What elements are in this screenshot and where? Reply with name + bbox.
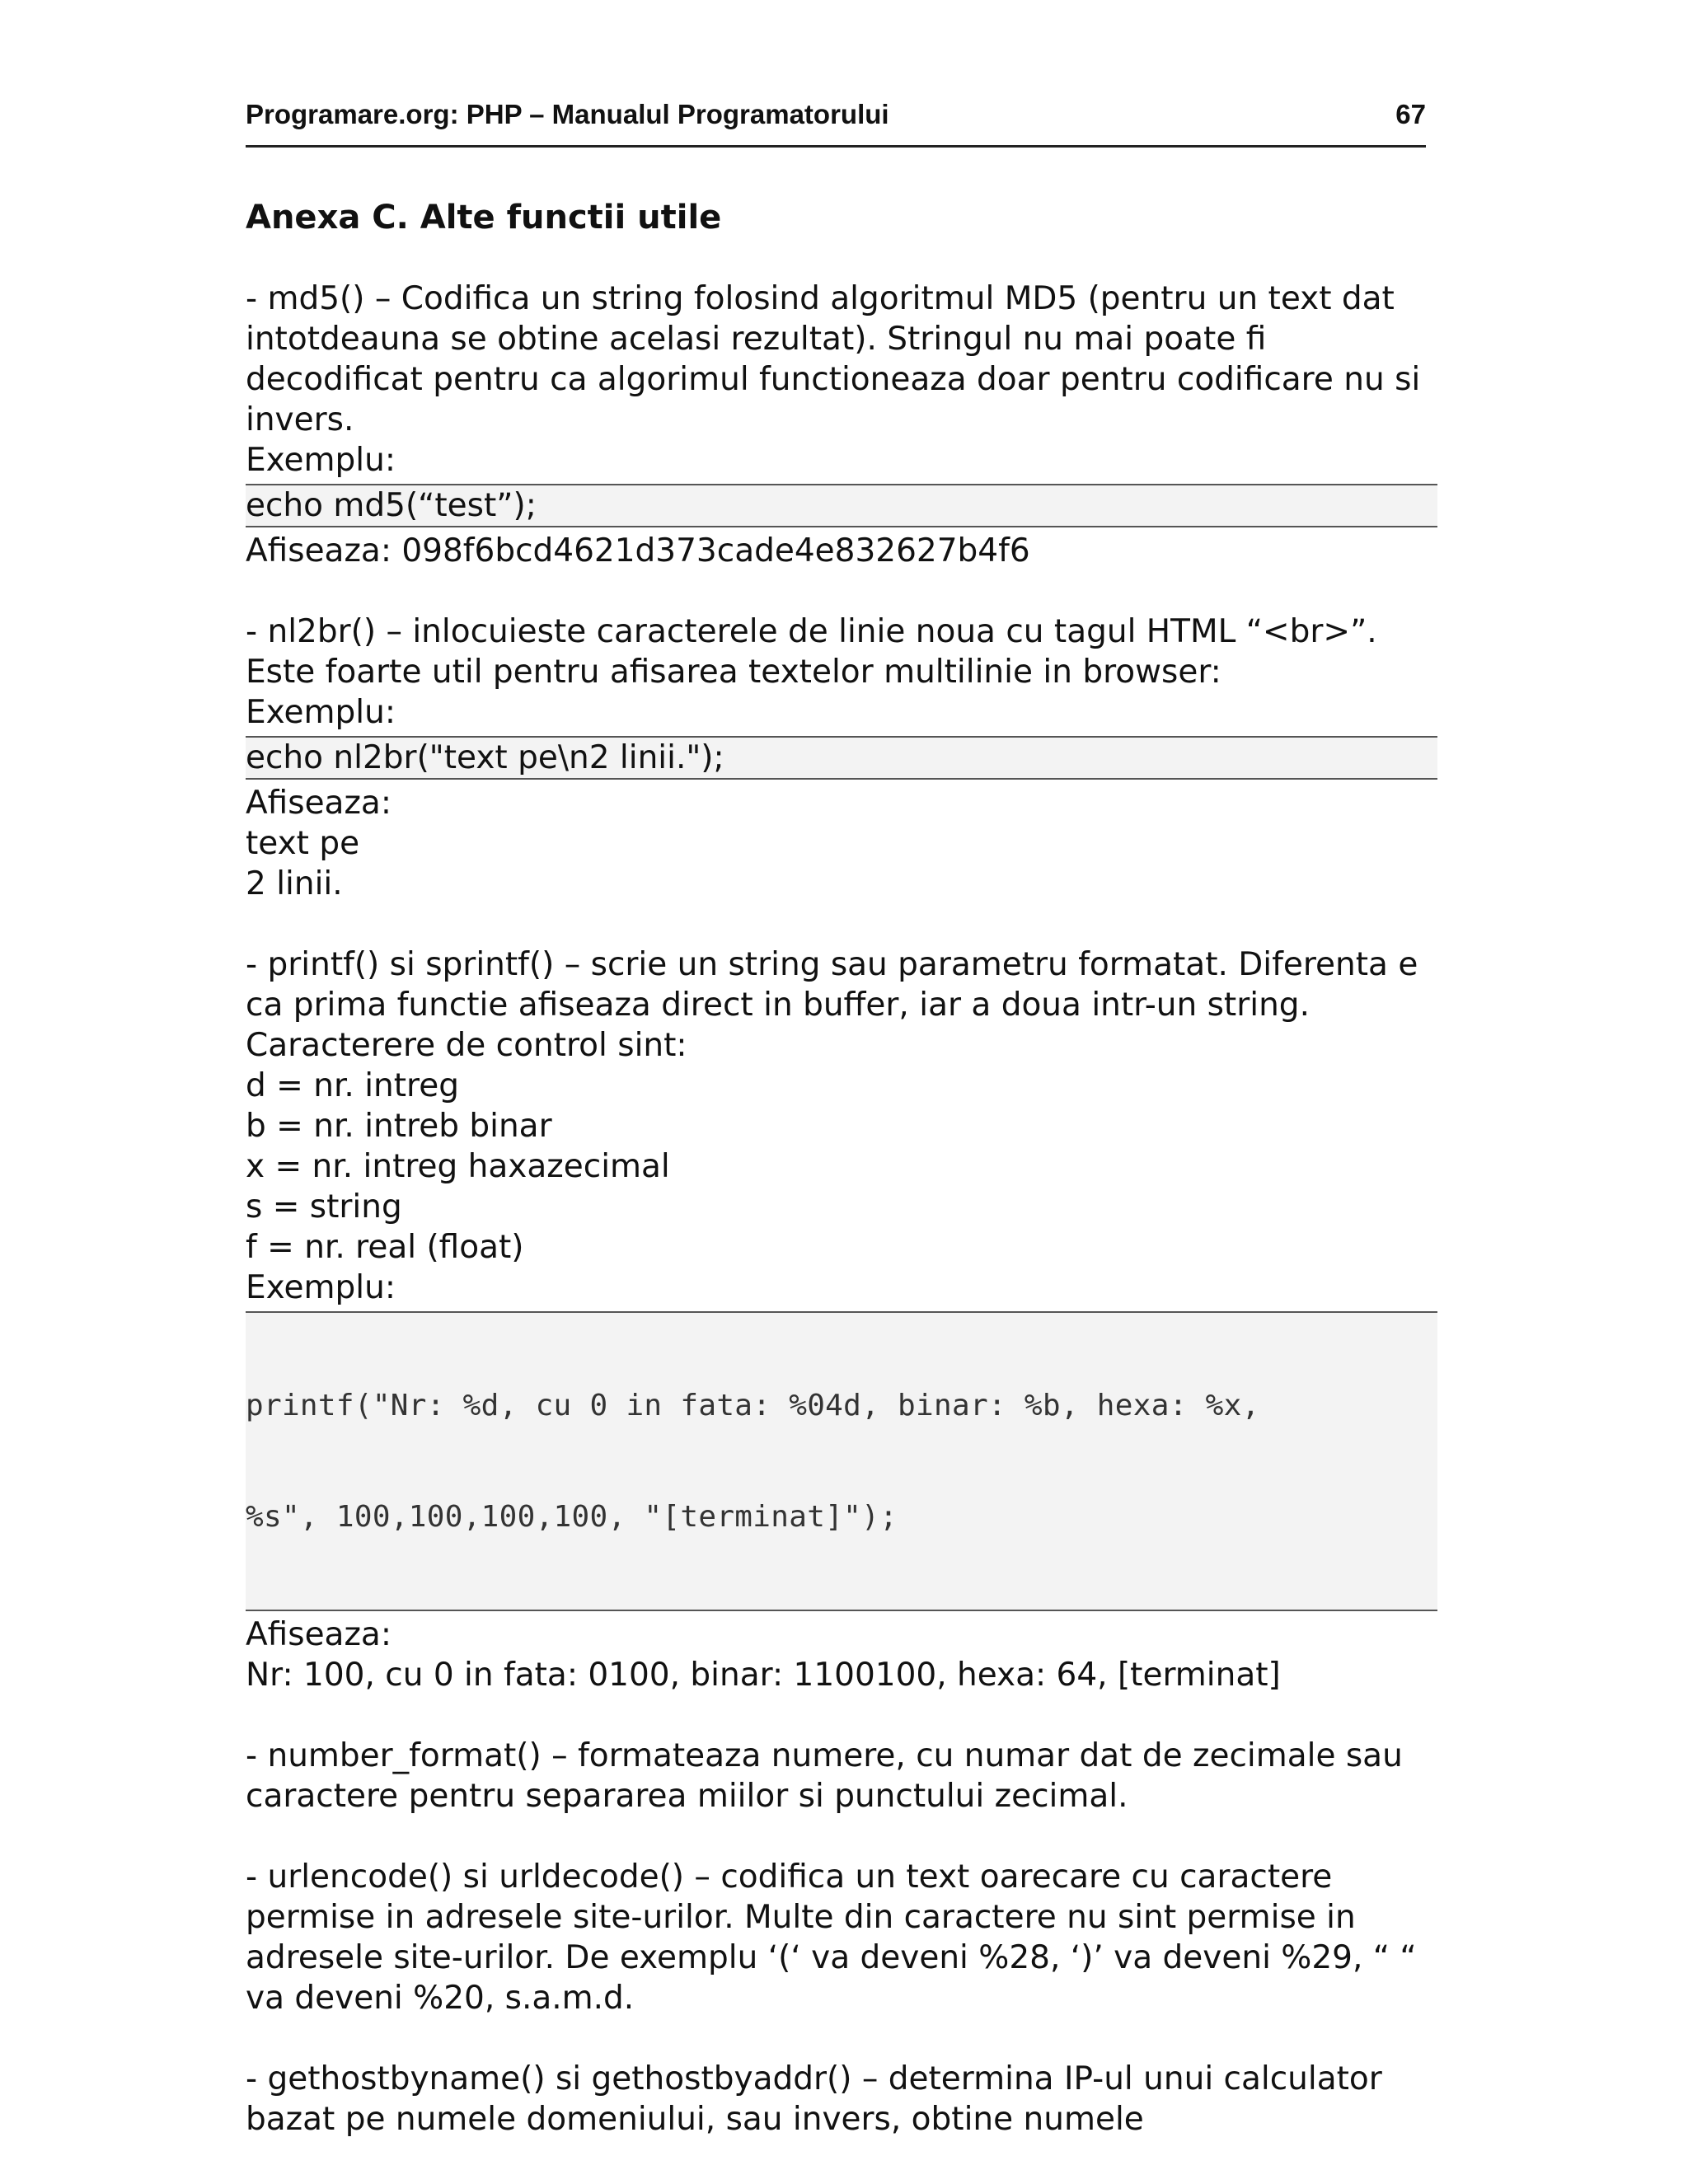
nl2br-example-label: Exemplu: — [246, 694, 396, 731]
code-line: %s", 100,100,100,100, "[terminat]"); — [246, 1500, 898, 1534]
md5-example-label: Exemplu: — [246, 442, 396, 479]
page-header — [246, 91, 1426, 148]
urlencode-description: - urlencode() si urldecode() – codifica un text oarecare cu caractere permise in adresele site-urilor. Multe din caractere nu sint permise in adresele site-urilor. De exemplu ‘(‘ va deveni %28, ‘)’ va deveni %29, “ “ va deveni %20, s.a.m.d. — [246, 1858, 1417, 2017]
page-content — [246, 193, 1434, 2139]
printf-description: - printf() si sprintf() – scrie un string sau parametru formatat. Diferenta e ca prima functie afiseaza direct in buffer, iar a doua intr-un string. — [246, 946, 1418, 1024]
printf-output: Nr: 100, cu 0 in fata: 0100, binar: 1100100, hexa: 64, [terminat] — [246, 1657, 1281, 1694]
nl2br-code-block: echo nl2br("text pe\n2 linii."); — [246, 736, 1437, 780]
nl2br-output-line: text pe — [246, 825, 360, 862]
control-char-item: x = nr. intreg haxazecimal — [246, 1148, 670, 1185]
control-char-item: f = nr. real (float) — [246, 1229, 524, 1266]
control-char-item: b = nr. intreb binar — [246, 1108, 552, 1145]
number-format-description: - number_format() – formateaza numere, cu numar dat de zecimale sau caractere pentru separarea miilor si punctului zecimal. — [246, 1737, 1403, 1815]
gethostbyname-description: - gethostbyname() si gethostbyaddr() – determina IP-ul unui calculator bazat pe numele domeniului, sau invers, obtine numele — [246, 2060, 1382, 2138]
nl2br-description: - nl2br() – inlocuieste caracterele de linie noua cu tagul HTML “<br>”. Este foarte util pentru afisarea textelor multilinie in browser: — [246, 613, 1377, 691]
md5-code-block: echo md5(“test”); — [246, 484, 1437, 527]
control-char-item: s = string — [246, 1188, 402, 1226]
printf-code-block — [246, 1311, 1437, 1611]
control-char-item: d = nr. intreg — [246, 1067, 459, 1104]
printf-control-intro: Caracterere de control sint: — [246, 1027, 687, 1064]
header-title: Programare.org: PHP – Manualul Programatorului — [246, 99, 889, 129]
code-line: printf("Nr: %d, cu 0 in fata: %04d, binar: %b, hexa: %x, — [246, 1389, 1260, 1422]
printf-example-label: Exemplu: — [246, 1269, 396, 1306]
printf-output-label: Afiseaza: — [246, 1616, 392, 1653]
nl2br-output-line: 2 linii. — [246, 865, 343, 902]
section-title: Anexa C. Alte functii utile — [246, 199, 722, 237]
page-number: 67 — [1395, 99, 1426, 129]
md5-description: - md5() – Codifica un string folosind algoritmul MD5 (pentru un text dat intotdeauna se obtine acelasi rezultat). Stringul nu mai poate fi decodificat pentru ca algorimul functioneaza doar pentru codificare nu si invers. — [246, 280, 1421, 438]
md5-output: Afiseaza: 098f6bcd4621d373cade4e832627b4f6 — [246, 532, 1030, 569]
nl2br-output-label: Afiseaza: — [246, 785, 392, 822]
